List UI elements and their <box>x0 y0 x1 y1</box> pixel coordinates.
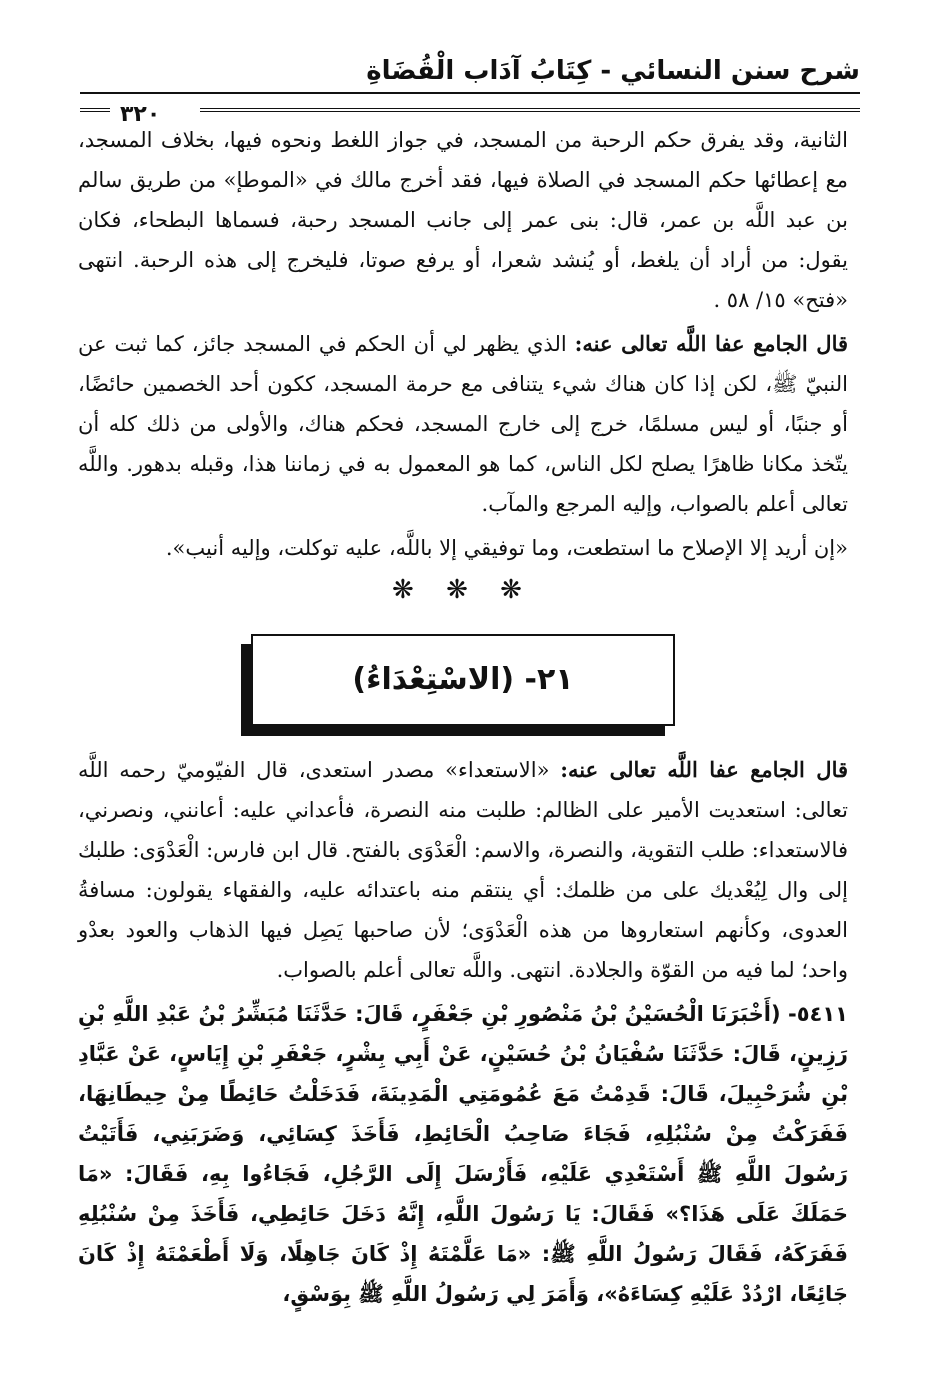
page-number: ٣٢٠ <box>120 102 161 127</box>
section-separator-stars: ❋ ❋ ❋ <box>392 575 534 605</box>
paragraph-ruling <box>78 324 848 524</box>
hadith-text: ٥٤١١- (أَخْبَرَنَا الْحُسَيْنُ بْنُ مَنْصُورِ بْنِ جَعْفَرٍ، قَالَ: حَدَّثَنَا مُبَشِّرُ بْنُ عَبْدِ اللَّهِ بْنِ رَزِينٍ، قَالَ: حَدَّثَنَا سُفْيَانُ بْنُ حُسَيْنٍ، عَنْ أَبِي بِشْرٍ، جَعْفَرِ بْنِ إِيَاسٍ، عَنْ عَبَّادِ بْنِ شُرَحْبِيلَ، قَالَ: قَدِمْتُ مَعَ عُمُومَتِي الْمَدِينَةَ، فَدَخَلْتُ حَائِطًا مِنْ حِيطَانِهَا، فَفَرَكْتُ مِنْ سُنْبُلِهِ، فَجَاءَ صَاحِبُ الْحَائِطِ، فَأَخَذَ كِسَائِي، وَضَرَبَنِي، فَأَتَيْتُ رَسُولَ اللَّهِ ﷺ أَسْتَعْدِي عَلَيْهِ، فَأَرْسَلَ إِلَى الرَّجُلِ، فَجَاءُوا بِهِ، فَقَالَ: «مَا حَمَلَكَ عَلَى هَذَا؟» فَقَالَ: يَا رَسُولَ اللَّهِ، إِنَّهُ دَخَلَ حَائِطِي، فَأَخَذَ مِنْ سُنْبُلِهِ فَفَرَكَهُ، فَقَالَ رَسُولُ اللَّهِ ﷺ: «مَا عَلَّمْتَهُ إِذْ كَانَ جَاهِلًا، وَلَا أَطْعَمْتَهُ إِذْ كَانَ جَائِعًا، ارْدُدْ عَلَيْهِ كِسَاءَهُ»، وَأَمَرَ لِي رَسُولُ اللَّهِ ﷺ بِوَسْقٍ، <box>78 1002 848 1306</box>
paragraph-lead: قال الجامع عفا اللَّه تعالى عنه: <box>574 331 849 356</box>
header-rule <box>80 92 860 94</box>
page-header <box>80 40 860 127</box>
page-content <box>78 120 848 1318</box>
paragraph-definition <box>78 750 848 990</box>
header-double-rule-right <box>200 108 860 112</box>
section-title: ٢١- (الاسْتِعْدَاءُ) <box>352 662 574 697</box>
section-heading-box <box>251 634 675 726</box>
paragraph-text: الذي يظهر لي أن الحكم في المسجد جائز، كما ثبت عن النبيّ ﷺ، لكن إذا كان هناك شيء يتنافى مع حرمة المسجد، ككون أحد الخصمين حائضًا، أو جنبًا، أو ليس مسلمًا، خرج إلى خارج المسجد، فحكم هناك، والأولى من ذلك كله أن يتّخذ مكانا ظاهرًا يصلح لكل الناس، كما هو المعمول به في زماننا هذا، وقبله بدهور. واللَّه تعالى أعلم بالصواب، وإليه المرجع والمآب. <box>78 332 848 516</box>
header-double-rule-left <box>80 108 110 112</box>
running-title: شرح سنن النسائي - كِتَابُ آدَاب الْقُضَاةِ <box>366 56 860 86</box>
paragraph-lead: قال الجامع عفا اللَّه تعالى عنه: <box>560 757 848 782</box>
paragraph-text: «الاستعداء» مصدر استعدى، قال الفيّوميّ رحمه اللَّه تعالى: استعديت الأمير على الظالم: طلبت منه النصرة، فأعداني عليه: أعانني، ونصرني، فالاستعداء: طلب التقوية، والنصرة، والاسم: الْعَدْوَى بالفتح. قال ابن فارس: الْعَدْوَى: طلبك إلى وال لِيُعْديك على من ظلمك: أي ينتقم منه باعتدائه عليه، والفقهاء يقولون: مسافةُ العدوى، وكأنهم استعاروها من هذه الْعَدْوَى؛ لأن صاحبها يَصِل فيها الذهاب والعود بعدْو واحد؛ لما فيه من القوّة والجلادة. انتهى. واللَّه تعالى أعلم بالصواب. <box>78 758 848 982</box>
paragraph-rahba: الثانية، وقد يفرق حكم الرحبة من المسجد، في جواز اللغط ونحوه فيها، بخلاف المسجد، مع إعطائها حكم المسجد في الصلاة فيها، فقد أخرج مالك في «الموطإ» من طريق سالم بن عبد اللَّه بن عمر، قال: بنى عمر إلى جانب المسجد رحبة، فسماها البطحاء، فكان يقول: من أراد أن يلغط، أو يُنشد شعرا، أو يرفع صوتا، فليخرج إلى هذه الرحبة. انتهى «فتح» ١٥/ ٥٨ . <box>78 128 848 312</box>
closing-quote: «إن أريد إلا الإصلاح ما استطعت، وما توفيقي إلا باللَّه، عليه توكلت، وإليه أنيب». <box>165 536 848 560</box>
